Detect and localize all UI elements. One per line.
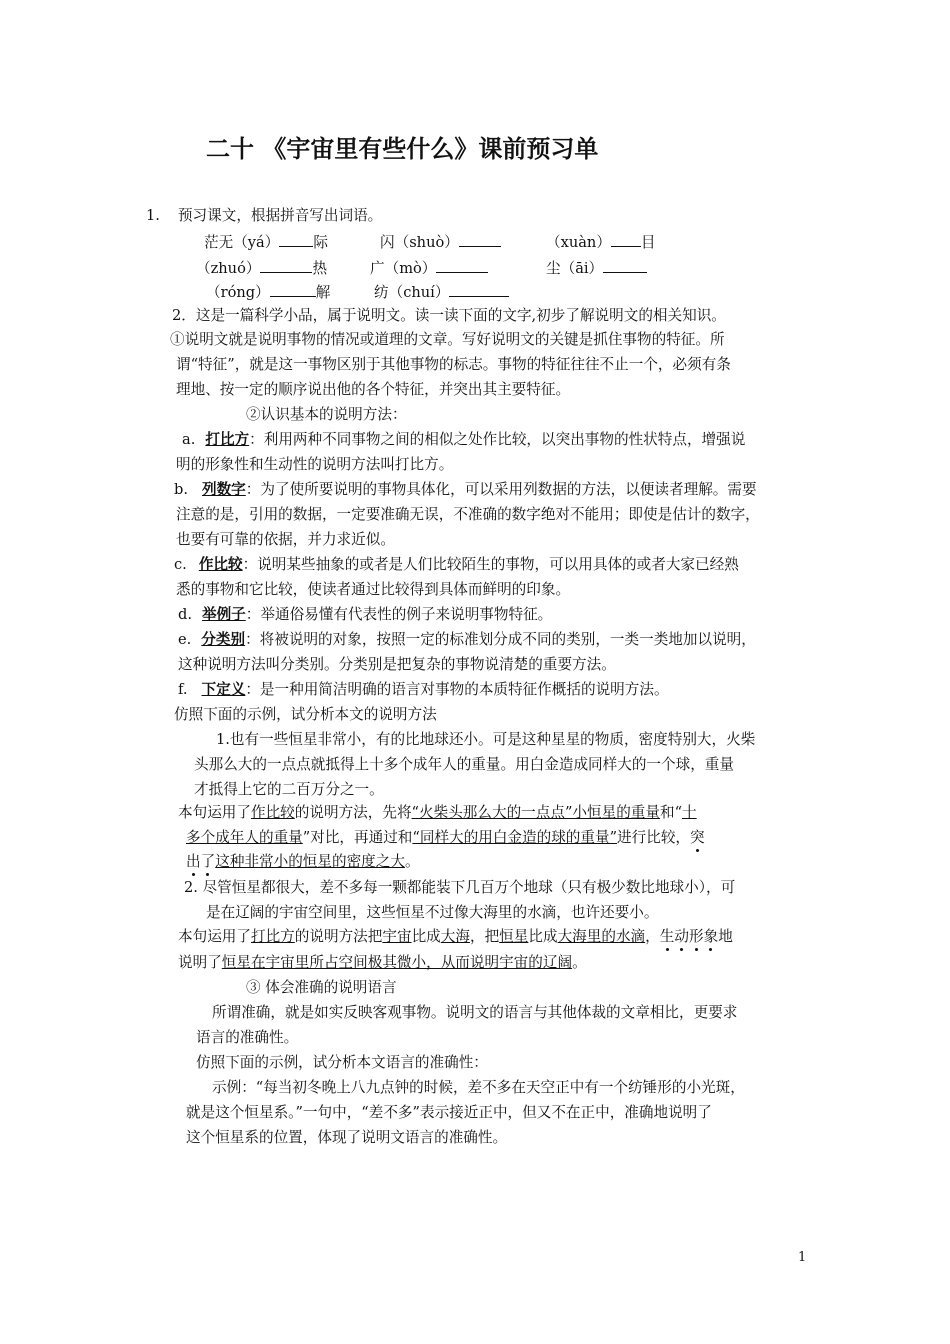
pinyin-text: 闪（shuò） [380, 234, 459, 251]
pinyin-text: 际 [313, 234, 328, 251]
analysis-underlined: 大海里的水滴 [557, 928, 646, 945]
emphasis-char: 形 [688, 928, 704, 945]
analysis-text: ”对比，再通过和 [302, 829, 413, 846]
method-c [174, 555, 739, 575]
method-label: f. [178, 681, 188, 698]
analysis-underlined: “同样大的用白金造的球的重量” [412, 829, 618, 846]
pinyin-text: 解 [315, 284, 331, 301]
pinyin-text: （zhuó） [196, 260, 261, 277]
paragraph-line: 所谓准确，就是如实反映客观事物。说明文的语言与其他体裁的文章相比，更要求 [212, 1004, 738, 1021]
pinyin-item [370, 258, 488, 279]
paragraph-line: 语言的准确性。 [196, 1029, 299, 1046]
method-d [178, 605, 552, 625]
q2-intro: 2．这是一篇科学小品，属于说明文。读一读下面的文字,初步了解说明文的相关知识。 [172, 307, 726, 324]
method-text: ：是一种用简洁明确的语言对事物的本质特征作概括的说明方法。 [245, 681, 669, 698]
pinyin-text: 热 [312, 260, 328, 277]
emphasis-char: 生 [659, 928, 675, 945]
q1-number: 1. [146, 207, 160, 224]
analysis-text: 比成 [411, 928, 441, 945]
analysis-underlined: 宇宙 [382, 928, 412, 945]
q1-prompt-text: 预习课文，根据拼音写出词语。 [177, 207, 383, 224]
analysis-text: 和“ [659, 804, 683, 821]
method-label: c. [174, 556, 187, 573]
pinyin-item [196, 258, 327, 279]
analysis-text: 本句运用了 [178, 804, 251, 821]
emphasis-char: 了 [200, 853, 216, 870]
answer-blank[interactable] [270, 282, 316, 297]
analysis-underlined: 大海 [440, 928, 470, 945]
paragraph-line: 理地、按一定的顺序说出他的各个特征，并突出其主要特征。 [176, 381, 571, 398]
example-line: 才抵得上它的二百万分之一。 [194, 781, 384, 798]
method-c-cont: 悉的事物和它比较，使读者通过比较得到具体而鲜明的印象。 [176, 581, 571, 598]
pinyin-item [204, 232, 328, 253]
pinyin-item [380, 232, 501, 253]
pinyin-text: 尘（āi） [546, 260, 604, 277]
method-text: ：利用两种不同事物之间的相似之处作比较，以突出事物的性状特点，增强说 [249, 431, 746, 448]
answer-blank[interactable] [436, 258, 488, 273]
analysis-text: 地 [718, 928, 733, 945]
analysis-text: 。 [572, 954, 587, 971]
method-label: b. [174, 481, 188, 498]
pinyin-text: 广（mò） [370, 260, 437, 277]
method-label: e. [178, 631, 192, 648]
method-label: a. [182, 431, 196, 448]
answer-blank[interactable] [459, 232, 501, 247]
method-text: ：为了使所要说明的事物具体化，可以采用列数据的方法，以便读者理解。需要 [245, 481, 757, 498]
pinyin-text: 目 [640, 234, 656, 251]
analysis-line [178, 803, 697, 823]
analysis-underlined: 恒星在宇宙里所占空间极其微小，从而说明宇宙的辽阔 [221, 954, 573, 971]
emphasis-char: 出 [186, 853, 201, 870]
imitate-instruction: 仿照下面的示例，试分析本文的说明方法 [174, 706, 437, 723]
example-line: 1.也有一些恒星非常小，有的比地球还小。可是这种星星的物质，密度特别大，火柴 [216, 731, 756, 748]
q1-prompt [146, 206, 382, 226]
example-line: 2. 尽管恒星都很大，差不多每一颗都能装下几百万个地球（只有极少数比地球小），可 [184, 879, 736, 896]
method-term: 举例子 [201, 606, 246, 623]
sample-line: 就是这个恒星系。”一句中，“差不多”表示接近正中，但又不在正中，准确地说明了 [186, 1104, 712, 1121]
answer-blank[interactable] [449, 282, 509, 297]
analysis-text: 的说明方法，先将 [294, 804, 412, 821]
method-e-cont: 这种说明方法叫分类别。分类别是把复杂的事物说清楚的重要方法。 [178, 656, 616, 673]
method-label: d. [178, 606, 192, 623]
method-f [178, 680, 669, 700]
emphasis-char: 突 [690, 829, 705, 846]
method-b [174, 480, 757, 500]
analysis-line [186, 852, 420, 872]
pinyin-text: 茫无（yá） [204, 234, 280, 251]
analysis-text: 比成 [528, 928, 558, 945]
page-number: 1 [798, 1250, 807, 1265]
methods-heading: ②认识基本的说明方法： [246, 406, 407, 423]
answer-blank[interactable] [603, 258, 647, 273]
analysis-line [186, 828, 705, 848]
method-text: ：举通俗易懂有代表性的例子来说明事物特征。 [245, 606, 553, 623]
accuracy-heading: ③ 体会准确的说明语言 [246, 979, 397, 996]
method-a [182, 430, 745, 450]
analysis-text: 。 [404, 853, 420, 870]
pinyin-text: 纺（chuí） [374, 284, 450, 301]
paragraph-line: ①说明文就是说明事物的情况或道理的文章。写好说明文的关键是抓住事物的特征。所 [170, 331, 725, 348]
method-e [178, 630, 756, 650]
example-line: 是在辽阔的宇宙空间里，这些恒星不过像大海里的水滴，也许还要小。 [206, 904, 659, 921]
method-a-cont: 明的形象性和生动性的说明方法叫打比方。 [176, 456, 454, 473]
method-text: ：说明某些抽象的或者是人们比较陌生的事物，可以用具体的或者大家已经熟 [242, 556, 739, 573]
pinyin-item [546, 232, 656, 253]
answer-blank[interactable] [279, 232, 313, 247]
method-term: 列数字 [201, 481, 246, 498]
analysis-text: 说明了 [178, 954, 222, 971]
sample-line: 这个恒星系的位置，体现了说明文语言的准确性。 [186, 1129, 508, 1146]
sample-line: 示例：“每当初冬晚上八九点钟的时候，差不多在天空正中有一个纺锤形的小光斑， [212, 1079, 745, 1096]
analysis-text: ， [645, 928, 660, 945]
emphasis-char: 象 [703, 928, 719, 945]
imitate-instruction: 仿照下面的示例，试分析本文语言的准确性： [196, 1054, 488, 1071]
analysis-underlined: “火柴头那么大的一点点”小恒星的重量 [411, 804, 660, 821]
analysis-text: 进行比较， [617, 829, 691, 846]
pinyin-item [206, 282, 330, 303]
answer-blank[interactable] [260, 258, 312, 273]
analysis-underlined: 多个成年人的重量 [186, 829, 303, 846]
analysis-underlined: 这种非常小的恒星的密度之大 [215, 853, 405, 870]
page-title: 二十 《宇宙里有些什么》课前预习单 [206, 135, 599, 163]
analysis-text: ，把 [469, 928, 500, 945]
method-term: 下定义 [201, 681, 246, 698]
analysis-line [178, 953, 587, 973]
method-term: 打比方 [205, 431, 250, 448]
analysis-text: 本句运用了 [178, 928, 251, 945]
analysis-text: 的说明方法把 [294, 928, 383, 945]
analysis-underlined: 打比方 [250, 928, 295, 945]
analysis-line [178, 927, 733, 947]
method-term: 作比较 [198, 556, 243, 573]
pinyin-item [374, 282, 509, 303]
analysis-underlined: 恒星 [499, 928, 529, 945]
emphasis-char: 动 [674, 928, 689, 945]
method-text: ：将被说明的对象，按照一定的标准划分成不同的类别，一类一类地加以说明， [245, 631, 756, 648]
example-line: 头那么大的一点点就抵得上十多个成年人的重量。用白金造成同样大的一个球，重量 [194, 756, 734, 773]
answer-blank[interactable] [611, 232, 641, 247]
analysis-underlined: 十 [682, 804, 697, 821]
paragraph-line: 谓“特征”，就是这一事物区别于其他事物的标志。事物的特征往往不止一个，必须有条 [176, 356, 731, 373]
method-b-cont: 注意的是，引用的数据，一定要准确无误，不准确的数字绝对不能用；即使是估计的数字， [176, 506, 760, 523]
pinyin-text: （xuàn） [546, 234, 611, 251]
analysis-underlined: 作比较 [250, 804, 295, 821]
pinyin-item [546, 258, 647, 279]
method-b-cont: 也要有可靠的依据，并力求近似。 [176, 531, 395, 548]
method-term: 分类别 [201, 631, 246, 648]
pinyin-text: （róng） [206, 284, 270, 301]
